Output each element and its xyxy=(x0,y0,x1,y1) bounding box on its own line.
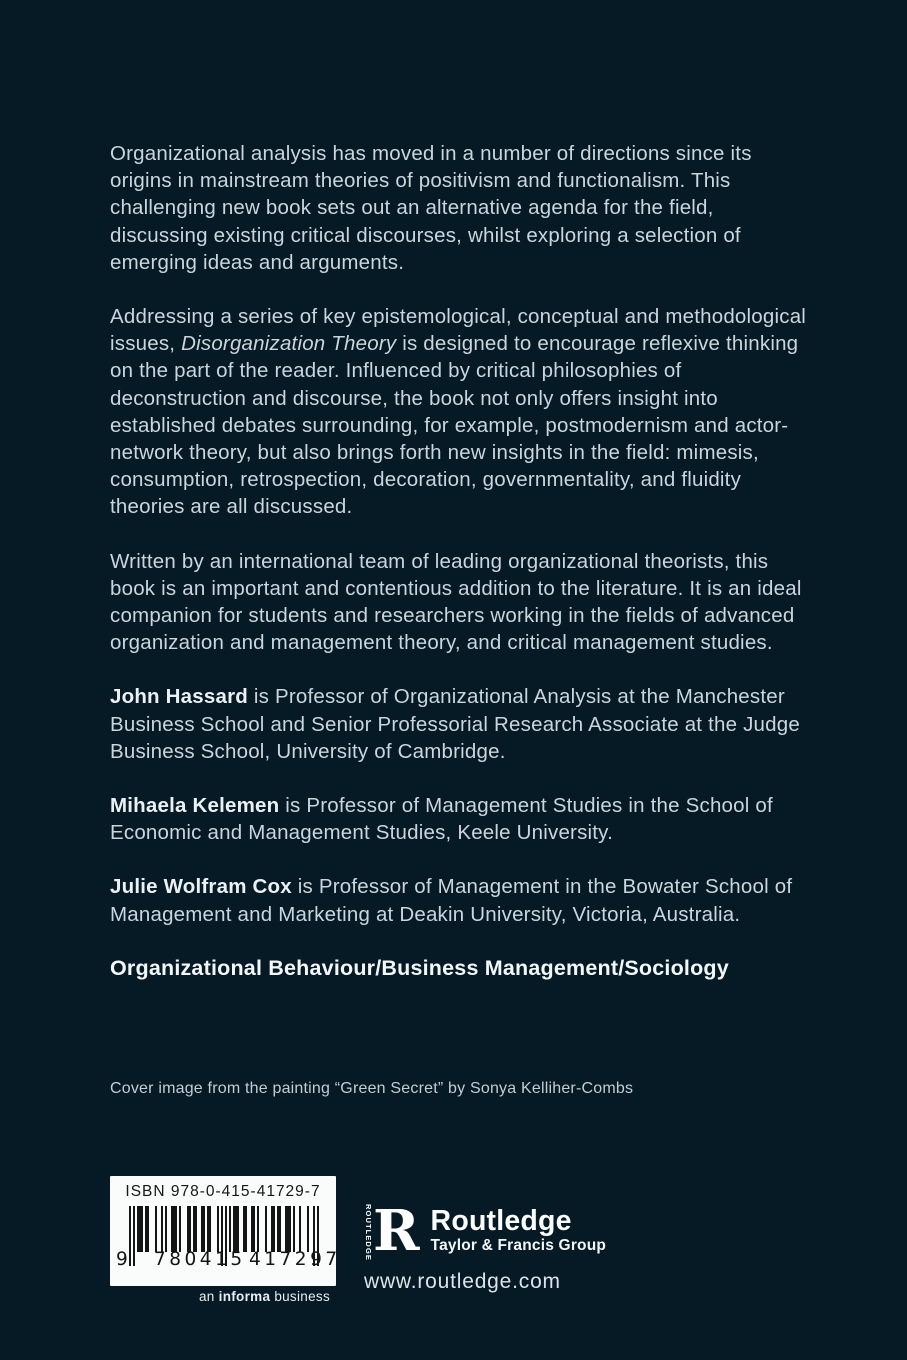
author-bio-hassard-text: is Professor of Organizational Analysis at the Manchester Business School and Senior Professorial Research Associate at the Judge Business School, University of Cambridge. xyxy=(110,685,800,763)
blurb-paragraph-1 xyxy=(110,140,810,276)
publisher-website: www.routledge.com xyxy=(364,1270,561,1293)
informa-bold-text: informa xyxy=(218,1289,271,1304)
book-title: Disorganization Theory xyxy=(181,332,397,356)
isbn-number-label: ISBN 978-0-415-41729-7 xyxy=(125,1183,321,1200)
informa-pre-text: an xyxy=(198,1289,219,1304)
author-bio-kelemen-text: is Professor of Management Studies in the School of Economic and Management Studies, Keele University. xyxy=(110,794,773,845)
barcode-digit-group-3: 417297 xyxy=(249,1249,341,1270)
back-cover-text-column xyxy=(110,140,810,1009)
blurb-paragraph-2 xyxy=(110,303,810,521)
author-bio-hassard xyxy=(110,683,810,765)
cover-image-credit: Cover image from the painting “Green Secret” by Sonya Kelliher-Combs xyxy=(110,1080,634,1097)
publisher-name: Routledge xyxy=(430,1205,572,1237)
author-name-cox: Julie Wolfram Cox xyxy=(110,875,292,899)
routledge-r-glyph: R xyxy=(373,1198,420,1264)
blurb-paragraph-3 xyxy=(110,548,810,657)
routledge-vertical-wordmark: ROUTLEDGE xyxy=(364,1204,373,1261)
author-bio-cox xyxy=(110,873,810,927)
blurb-paragraph-3-text: Written by an international team of leading organizational theorists, this book is an important and contentious addition to the literature. It is an ideal companion for students and researchers working in the fields of advanced organization and management theory, and critical management studies. xyxy=(110,549,802,655)
barcode-digit-group-2: 780415 xyxy=(154,1249,246,1270)
author-name-kelemen: Mihaela Kelemen xyxy=(110,794,280,818)
author-name-hassard: John Hassard xyxy=(110,685,248,709)
blurb-paragraph-1-text: Organizational analysis has moved in a number of directions since its origins in mainstream theories of positivism and functionalism. This challenging new book sets out an alternative agenda for the field, discussing existing critical discourses, whilst exploring a selection of emerging ideas and arguments. xyxy=(110,142,752,274)
blurb-paragraph-2-before: Addressing a series of key epistemological, conceptual and methodological issues, xyxy=(110,305,807,356)
barcode-digits xyxy=(110,1249,341,1273)
author-bio-cox-text: is Professor of Management in the Bowater School of Management and Marketing at Deakin University, Victoria, Australia. xyxy=(110,875,793,926)
author-bio-kelemen xyxy=(110,792,810,846)
publisher-block xyxy=(364,1198,607,1294)
publisher-logo-row xyxy=(364,1198,607,1264)
blurb-paragraph-2-after: is designed to encourage reflexive thinking on the part of the reader. Influenced by critical philosophies of deconstruction and discourse, the book not only offers insight into established debates surrounding, for example, postmodernism and actor-network theory, but also brings forth new insights in the field: mimesis, consumption, retrospection, decoration, governmentality, and fluidity theories are all discussed. xyxy=(110,332,799,519)
informa-business-tagline xyxy=(110,1289,330,1304)
publisher-group-name: Taylor & Francis Group xyxy=(430,1237,607,1254)
informa-post-text: business xyxy=(270,1289,330,1304)
barcode-digit-group-1: 9 xyxy=(116,1249,128,1270)
routledge-logo-icon xyxy=(364,1198,420,1264)
subject-category-line: Organizational Behaviour/Business Management/Sociology xyxy=(110,955,729,980)
publisher-text-block xyxy=(431,1203,607,1255)
isbn-barcode-block xyxy=(110,1176,341,1286)
